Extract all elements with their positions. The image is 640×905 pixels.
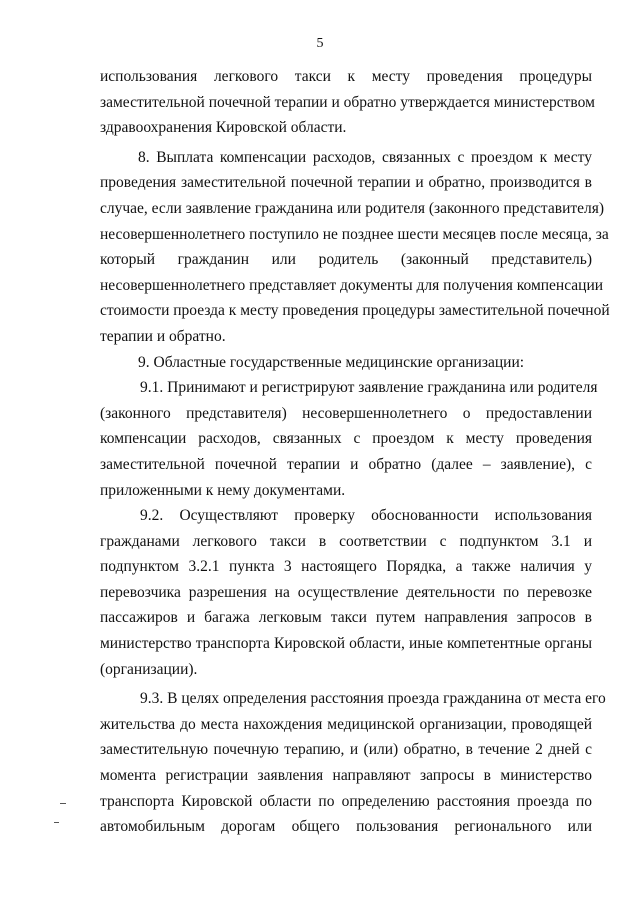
text-line: транспорта Кировской области по определению расстояния проезда по bbox=[100, 792, 592, 810]
paragraph-8 bbox=[100, 145, 610, 350]
text-line: компенсации расходов, связанных с проездом к месту проведения bbox=[100, 430, 592, 448]
text-line: заместительной почечной терапии и обратно (далее – заявление), с bbox=[100, 455, 592, 473]
text-line: (организации). bbox=[100, 660, 198, 678]
paragraph-9-3 bbox=[100, 686, 606, 840]
text-line: (законного представителя) несовершеннолетнего о предоставлении bbox=[100, 404, 592, 422]
text-line: министерство транспорта Кировской области, иные компетентные органы bbox=[100, 635, 592, 653]
scan-mark bbox=[60, 803, 66, 804]
text-line: проведения заместительной почечной терапии и обратно, производится в bbox=[100, 174, 592, 192]
text-line: несовершеннолетнего поступило не позднее шести месяцев после месяца, за bbox=[100, 225, 609, 243]
text-line: 9.1. Принимают и регистрируют заявление гражданина или родителя bbox=[140, 379, 598, 397]
scan-mark bbox=[54, 822, 59, 823]
text-line: приложенными к нему документами. bbox=[100, 481, 346, 499]
text-line: 9.2. Осуществляют проверку обоснованности использования bbox=[140, 507, 592, 525]
text-line: жительства до места нахождения медицинской организации, проводящей bbox=[100, 715, 592, 733]
text-line: 9. Областные государственные медицинские организации: bbox=[138, 353, 525, 371]
text-line: заместительную почечную терапию, и (или) обратно, в течение 2 дней с bbox=[100, 741, 592, 759]
text-line: автомобильным дорогам общего пользования регионального или bbox=[100, 818, 592, 836]
text-line: здравоохранения Кировской области. bbox=[100, 119, 347, 137]
text-line: терапии и обратно. bbox=[100, 327, 226, 345]
text-line: момента регистрации заявления направляют запросы в министерство bbox=[100, 767, 592, 785]
text-line: заместительной почечной терапии и обратно утверждается министерством bbox=[100, 93, 595, 111]
text-line: перевозчика разрешения на осуществление деятельности по перевозке bbox=[100, 583, 592, 601]
text-line: подпунктом 3.2.1 пункта 3 настоящего Порядка, а также наличия у bbox=[100, 558, 592, 576]
paragraph-9-2 bbox=[100, 503, 592, 682]
text-line: который гражданин или родитель (законный представитель) bbox=[100, 251, 592, 269]
text-line: случае, если заявление гражданина или родителя (законного представителя) bbox=[100, 199, 605, 217]
paragraph-9-1 bbox=[100, 375, 598, 503]
text-line: пассажиров и багажа легковым такси путем направления запросов в bbox=[100, 609, 592, 627]
text-line: несовершеннолетнего представляет документы для получения компенсации bbox=[100, 276, 604, 294]
paragraph-9 bbox=[100, 350, 592, 376]
paragraph-continuation bbox=[100, 64, 595, 141]
text-line: гражданами легкового такси в соответствии с подпунктом 3.1 и bbox=[100, 532, 592, 550]
document-body bbox=[100, 64, 610, 840]
text-line: 8. Выплата компенсации расходов, связанных с проездом к месту bbox=[138, 148, 592, 166]
page-number: 5 bbox=[316, 36, 324, 51]
text-line: стоимости проезда к месту проведения процедуры заместительной почечной bbox=[100, 302, 610, 320]
text-line: использования легкового такси к месту проведения процедуры bbox=[100, 68, 592, 85]
text-line: 9.3. В целях определения расстояния проезда гражданина от места его bbox=[140, 690, 606, 708]
